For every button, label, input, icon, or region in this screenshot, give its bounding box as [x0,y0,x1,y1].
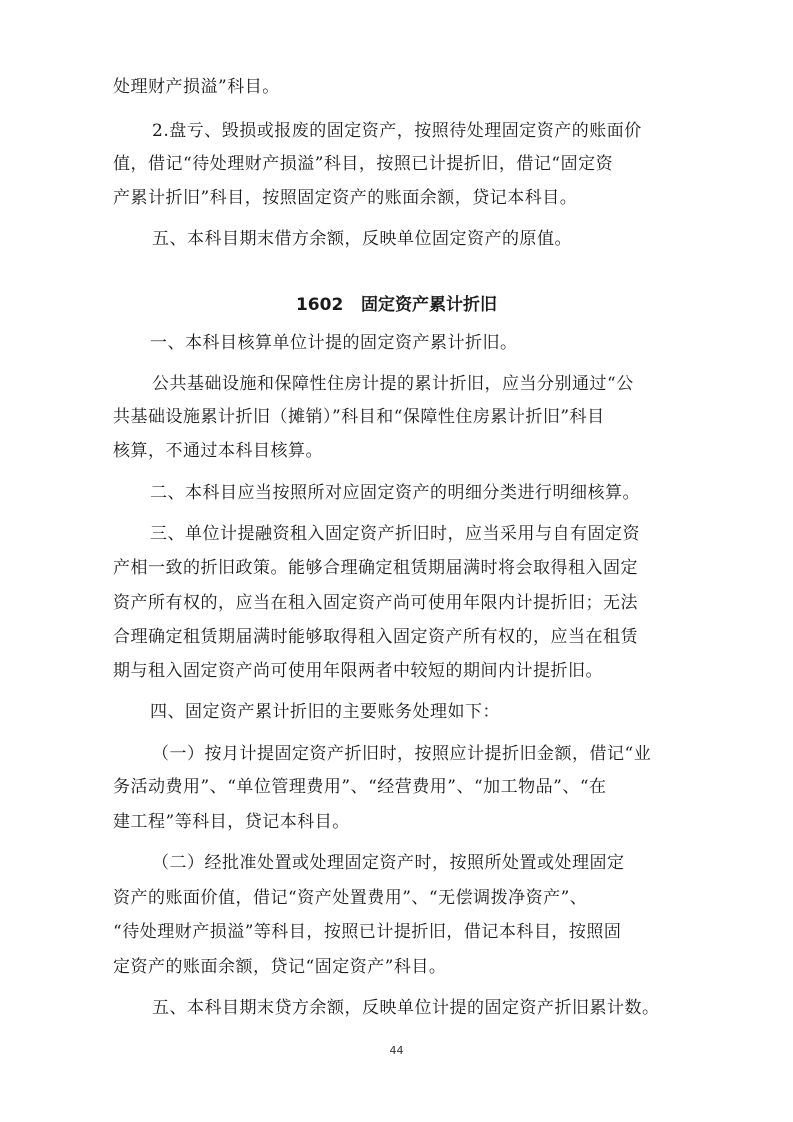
paragraph-line: 务活动费用”、“单位管理费用”、“经营费用”、“加工物品”、“在 [113,777,607,797]
paragraph-line: 产相一致的折旧政策。能够合理确定租赁期届满时将会取得租入固定 [113,558,638,578]
paragraph-line: 处理财产损溢”科目。 [113,77,280,97]
paragraph-line: 2.盘亏、毁损或报废的固定资产，按照待处理固定资产的账面价 [152,121,642,141]
paragraph-line: 期与租入固定资产尚可使用年限两者中较短的期间内计提折旧。 [113,661,603,681]
page-number: 44 [389,1044,404,1057]
paragraph-line: 资产所有权的，应当在租入固定资产尚可使用年限内计提折旧；无法 [113,593,638,613]
section-heading: 1602 固定资产累计折旧 [295,295,498,315]
paragraph-line: 建工程”等科目，贷记本科目。 [113,812,350,832]
paragraph-line: 四、固定资产累计折旧的主要账务处理如下： [150,702,500,722]
paragraph-line: 公共基础设施和保障性住房计提的累计折旧，应当分别通过“公 [152,374,634,394]
paragraph-line: 二、本科目应当按照所对应固定资产的明细分类进行明细核算。 [150,483,640,503]
paragraph-line: 共基础设施累计折旧（摊销）”科目和“保障性住房累计折旧”科目 [113,407,605,427]
paragraph-line: 三、单位计提融资租入固定资产折旧时，应当采用与自有固定资 [150,524,640,544]
paragraph-line: 合理确定租赁期届满时能够取得租入固定资产所有权的，应当在租赁 [113,627,638,647]
paragraph-line: 资产的账面价值，借记“资产处置费用”、“无偿调拨净资产”、 [113,888,588,908]
paragraph-line: （二）经批准处置或处理固定资产时，按照所处置或处理固定 [152,853,625,873]
paragraph-line: “待处理财产损溢”等科目，按照已计提折旧，借记本科目，按照固 [113,922,622,942]
paragraph-line: 定资产的账面余额，贷记“固定资产”科目。 [113,957,447,977]
paragraph-line: 五、本科目期末借方余额，反映单位固定资产的原值。 [152,229,572,249]
paragraph-line: 一、本科目核算单位计提的固定资产累计折旧。 [150,333,518,353]
paragraph-line: 产累计折旧”科目，按照固定资产的账面余额，贷记本科目。 [113,188,578,208]
paragraph-line: 值，借记“待处理财产损溢”科目，按照已计提折旧，借记“固定资 [113,154,614,174]
paragraph-line: （一）按月计提固定资产折旧时，按照应计提折旧金额，借记“业 [152,744,652,764]
paragraph-line: 五、本科目期末贷方余额，反映单位计提的固定资产折旧累计数。 [152,998,660,1018]
paragraph-line: 核算，不通过本科目核算。 [113,441,323,461]
